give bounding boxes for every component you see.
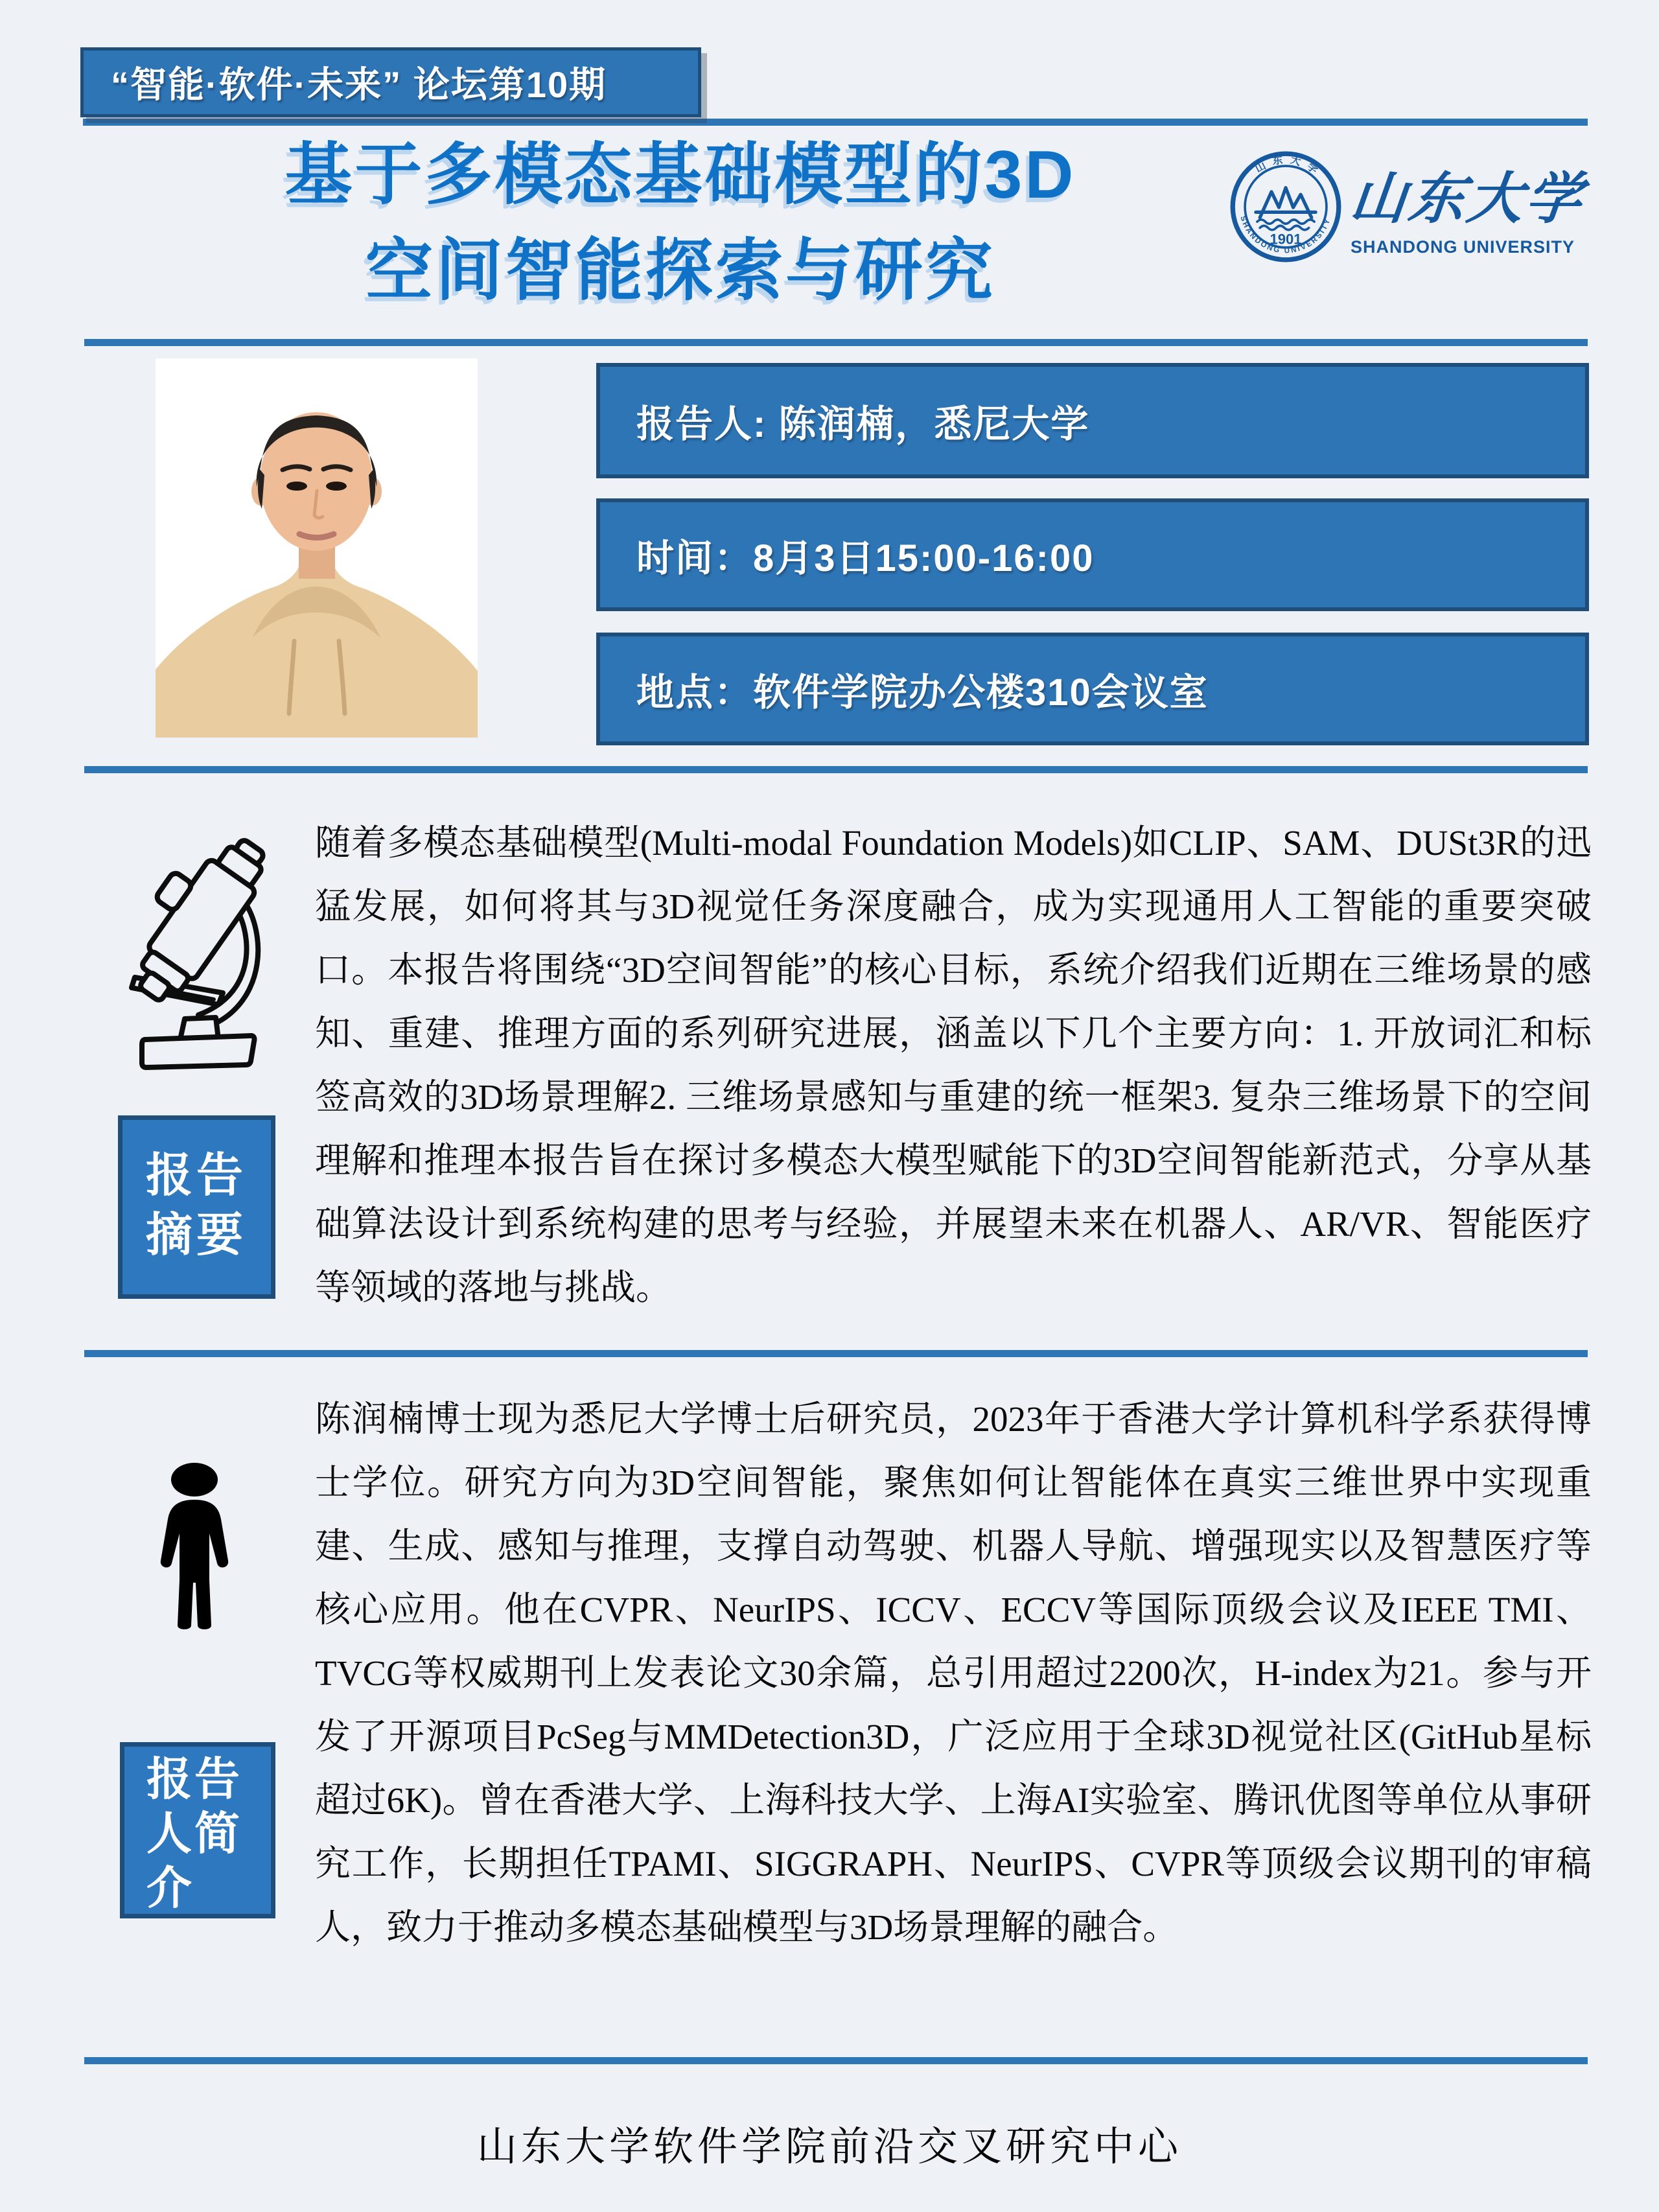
bio-section-label — [120, 1742, 275, 1918]
seal-ring-text: SHANDONG UNIVERSITY — [1238, 215, 1332, 255]
bio-label-line2: 人简 — [146, 1808, 242, 1859]
microscope-icon — [126, 832, 269, 1070]
separator-top — [83, 119, 1588, 126]
separator-below-info — [84, 766, 1588, 773]
forum-banner — [80, 47, 701, 117]
speaker-photo — [156, 358, 478, 738]
separator-above-footer — [84, 2057, 1588, 2064]
footer-organizer: 山东大学软件学院前沿交叉研究中心 — [476, 2125, 1182, 2169]
bio-label-line3: 介 — [146, 1863, 194, 1913]
info-box-time — [596, 498, 1589, 611]
separator-below-abstract — [84, 1350, 1588, 1357]
page-title-line1: 基于多模态基础模型的3D — [284, 137, 1076, 213]
abstract-label-line1: 报告 — [146, 1150, 248, 1202]
page-title — [97, 127, 1264, 319]
seal-top-text: 山东大学 — [1253, 154, 1325, 181]
university-name-en: SHANDONG UNIVERSITY — [1351, 237, 1575, 257]
person-icon — [151, 1462, 238, 1639]
bio-label-line1: 报告 — [146, 1754, 242, 1804]
info-speaker-label: 报告人: 陈润楠，悉尼大学 — [636, 403, 1090, 445]
university-name-calligraphy: 山东大学 — [1347, 168, 1588, 230]
abstract-section-label — [118, 1115, 275, 1299]
page-title-line2: 空间智能探索与研究 — [365, 233, 995, 309]
forum-banner-label: “智能·软件·未来” 论坛第10期 — [111, 64, 607, 105]
info-location-label: 地点：软件学院办公楼310会议室 — [636, 671, 1209, 714]
info-box-location — [596, 633, 1589, 745]
info-time-label: 时间：8月3日15:00-16:00 — [636, 537, 1095, 579]
seal-year: 1901 — [1270, 231, 1302, 248]
seal-mountain-glyph — [1256, 188, 1316, 230]
abstract-label-line2: 摘要 — [146, 1209, 248, 1261]
abstract-text: 随着多模态基础模型(Multi-modal Foundation Models)如CLIP、SAM、DUSt3R的迅猛发展，如何将其与3D视觉任务深度融合，成为实现通用人工智能的重要突破口。本报告将围绕“3D空间智能”的核心目标，系统介绍我们近期在三维场景的感知、重建、推理方面的系列研究进展，涵盖以下几个主要方向：1. 开放词汇和标签高效的3D场景理解2. 三维场景感知与重建的统一框架3. 复杂三维场景下的空间理解和推理本报告旨在探讨多模态大模型赋能下的3D空间智能新范式，分享从基础算法设计到系统构建的思考与经验，并展望未来在机器人、AR/VR、智能医疗等领域的落地与挑战。 — [315, 823, 1592, 1307]
bio-text: 陈润楠博士现为悉尼大学博士后研究员，2023年于香港大学计算机科学系获得博士学位。研究方向为3D空间智能，聚焦如何让智能体在真实三维世界中实现重建、生成、感知与推理，支撑自动驾驶、机器人导航、增强现实以及智慧医疗等核心应用。他在CVPR、NeurIPS、ICCV、ECCV等国际顶级会议及IEEE TMI、TVCG等权威期刊上发表论文30余篇，总引用超过2200次，H-index为21。参与开发了开源项目PcSeg与MMDetection3D，广泛应用于全球3D视觉社区(GitHub星标超过6K)。曾在香港大学、上海科技大学、上海AI实验室、腾讯优图等单位从事研究工作，长期担任TPAMI、SIGGRAPH、NeurIPS、CVPR等顶级会议期刊的审稿人，致力于推动多模态基础模型与3D场景理解的融合。 — [315, 1399, 1592, 1947]
info-box-speaker — [596, 363, 1589, 478]
separator-below-title — [84, 339, 1588, 346]
